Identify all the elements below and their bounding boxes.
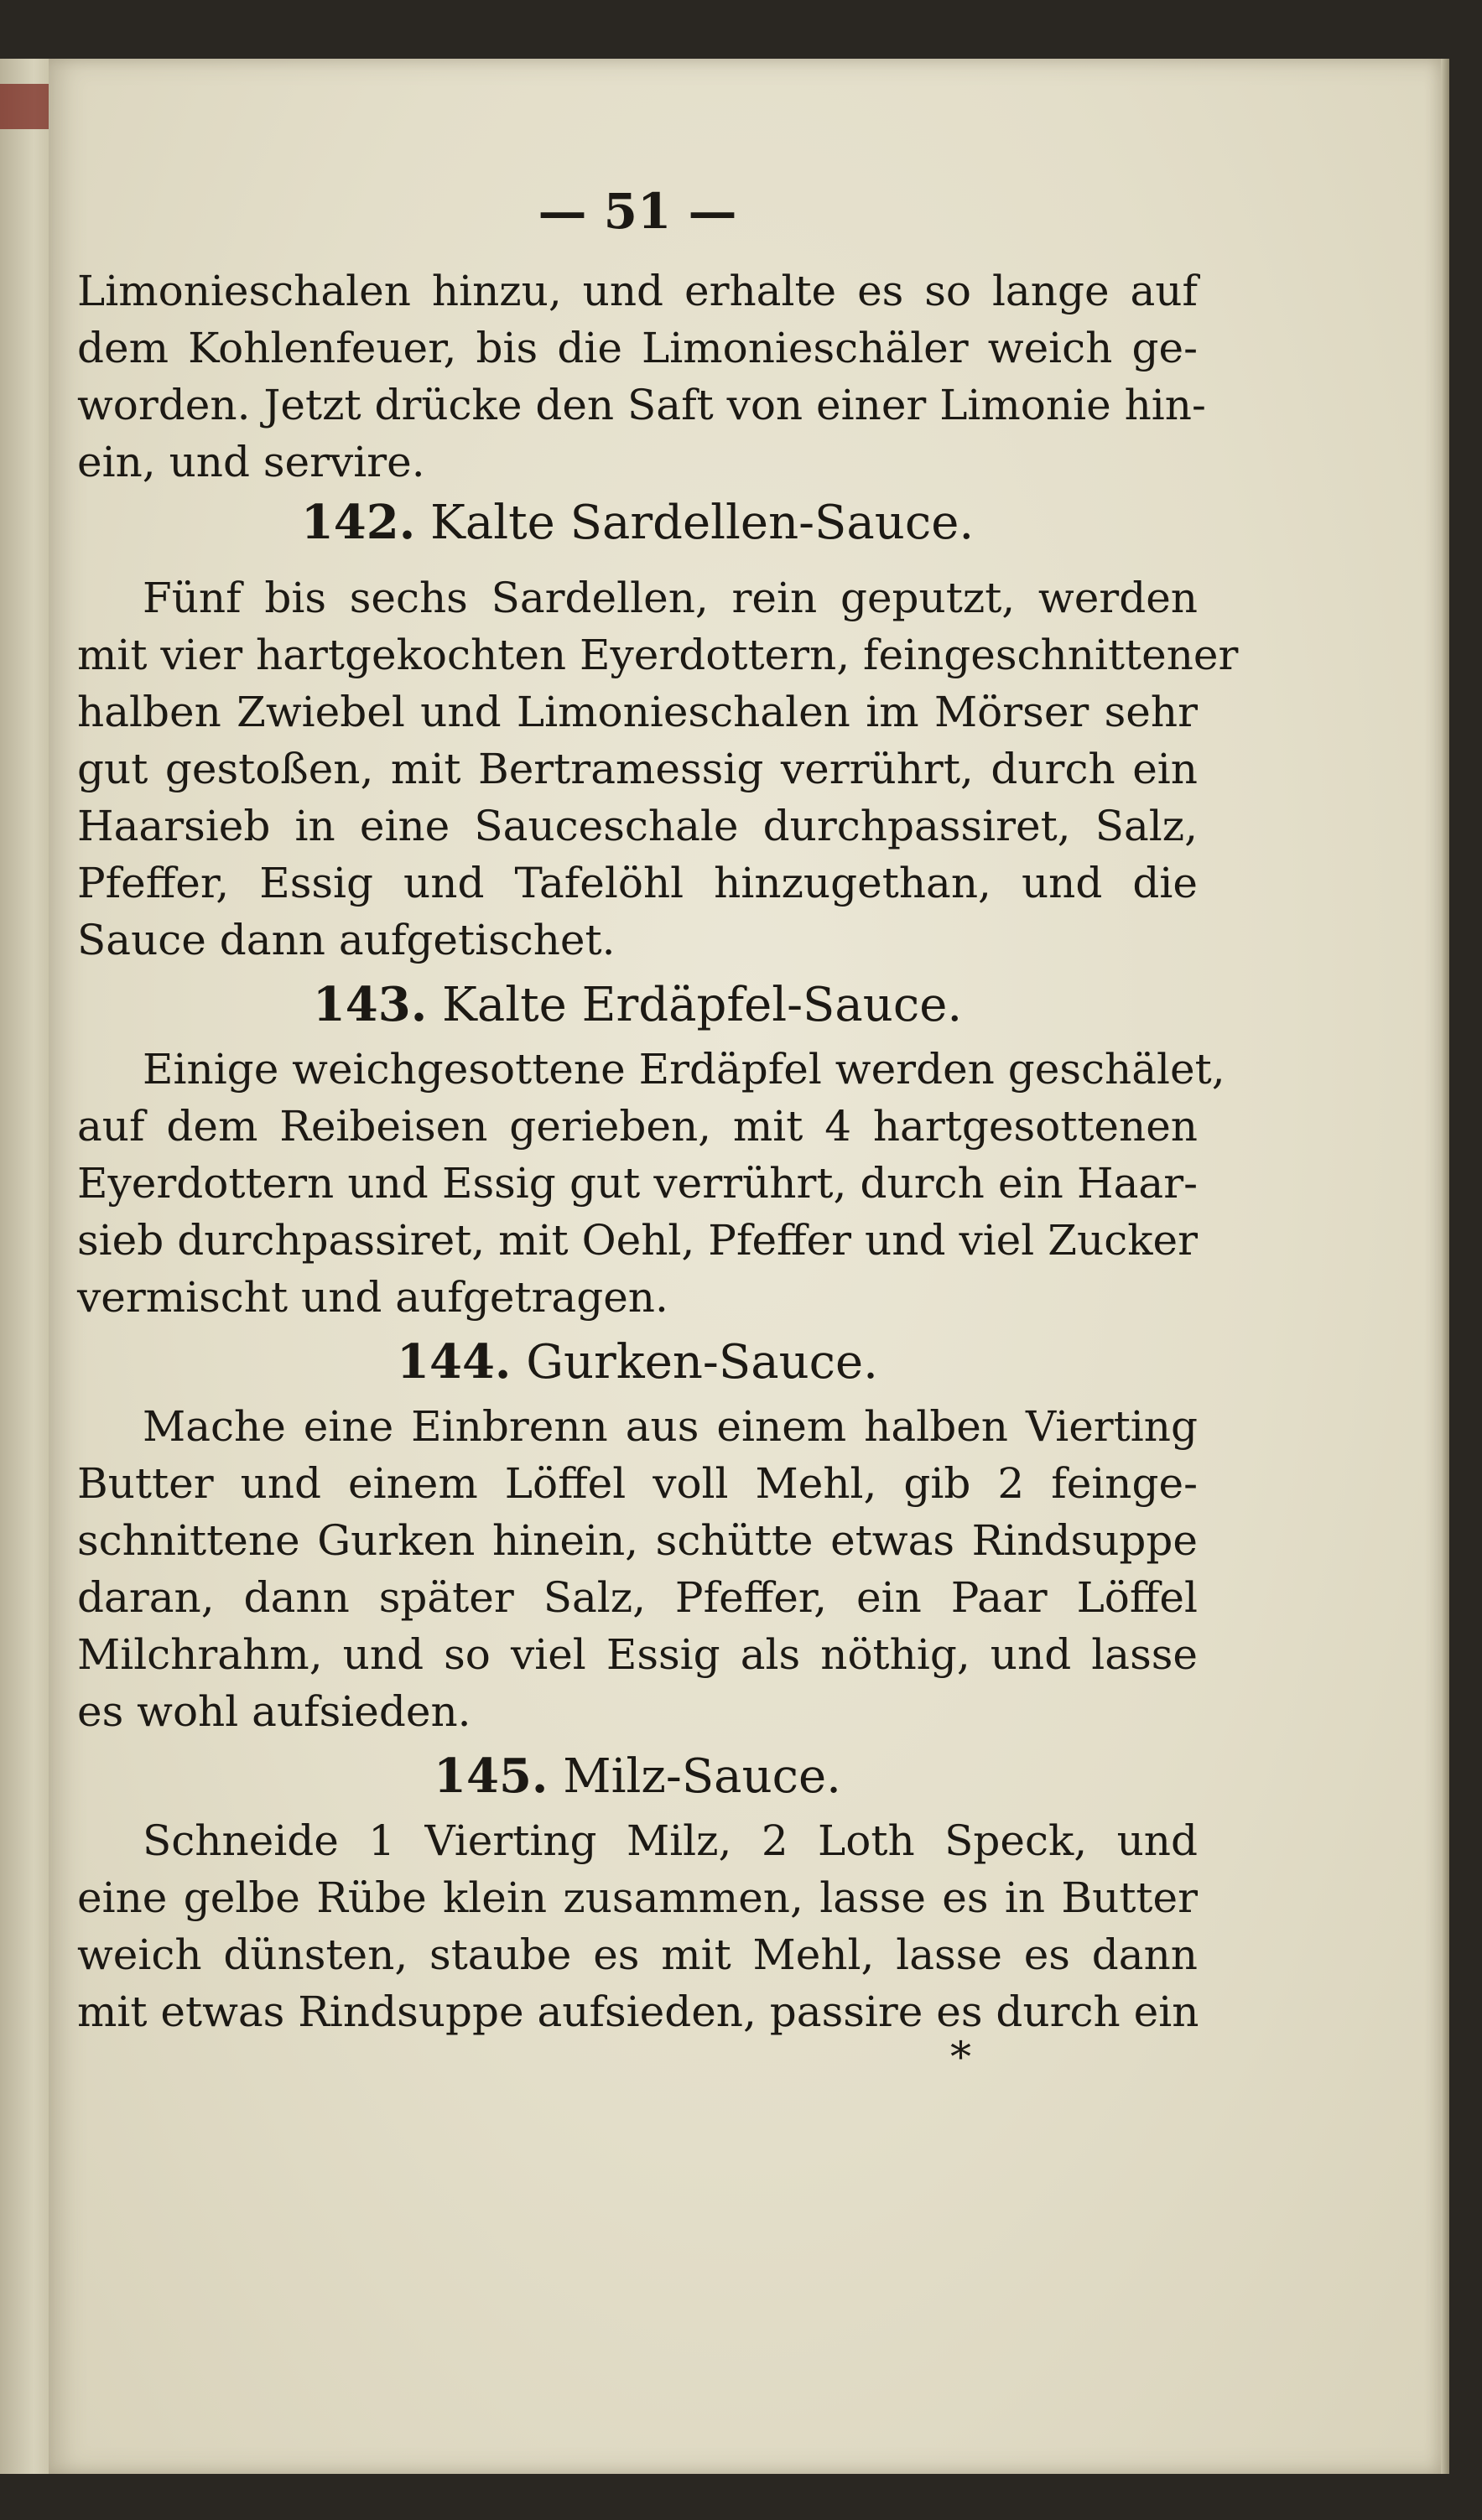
text-line: schnittene Gurken hinein, schütte etwas Rindsuppe — [77, 1516, 1198, 1565]
text-line: dem Kohlenfeuer, bis die Limonieschäler weich ge- — [77, 324, 1198, 372]
left-page-edge — [0, 59, 50, 2474]
text-line: Butter und einem Löffel voll Mehl, gib 2 feinge- — [77, 1459, 1198, 1508]
text-line: gut gestoßen, mit Bertramessig verrührt, durch ein — [77, 745, 1198, 793]
text-line: es wohl aufsieden. — [77, 1687, 471, 1736]
text-line: worden. Jetzt drücke den Saft von einer Limonie hin- — [77, 381, 1206, 429]
recipe-title: Gurken-Sauce. — [526, 1335, 878, 1390]
recipe-number: 144. — [397, 1334, 512, 1390]
text-line: ein, und servire. — [77, 438, 425, 486]
signature-mark: * — [950, 2033, 971, 2081]
text-line: auf dem Reibeisen gerieben, mit 4 hartgesottenen — [77, 1102, 1198, 1151]
text-line: Haarsieb in eine Sauceschale durchpassiret, Salz, — [77, 802, 1198, 850]
left-page-binding-mark — [0, 84, 49, 129]
text-line: daran, dann später Salz, Pfeffer, ein Paar Löffel — [77, 1573, 1198, 1622]
recipe-body-145 — [77, 1812, 1198, 2040]
page-number: — 51 — — [538, 183, 737, 240]
text-line: Eyerdottern und Essig gut verrührt, durch ein Haar- — [77, 1159, 1198, 1208]
recipe-number: 142. — [300, 495, 416, 550]
recipe-body-142 — [77, 569, 1239, 969]
recipe-number: 145. — [434, 1748, 549, 1804]
recipe-heading-145 — [77, 1740, 1198, 1812]
text-line: vermischt und aufgetragen. — [77, 1273, 668, 1322]
text-line: halben Zwiebel und Limonieschalen im Mörser sehr — [77, 688, 1198, 736]
text-line: Limonieschalen hinzu, und erhalte es so lange auf — [77, 267, 1198, 315]
recipe-number: 143. — [312, 977, 428, 1032]
recipe-title: Milz-Sauce. — [563, 1749, 841, 1804]
text-line: Sauce dann aufgetischet. — [77, 916, 616, 964]
recipe-title: Kalte Sardellen-Sauce. — [430, 496, 975, 550]
text-line: mit vier hartgekochten Eyerdottern, feingeschnittener — [77, 631, 1239, 679]
text-line: Pfeffer, Essig und Tafelöhl hinzugethan, und die — [77, 859, 1198, 907]
recipe-heading-142 — [77, 491, 1198, 554]
text-line: weich dünsten, staube es mit Mehl, lasse es dann — [77, 1930, 1198, 1979]
recipe-heading-144 — [77, 1326, 1198, 1398]
recipe-title: Kalte Erdäpfel-Sauce. — [442, 978, 963, 1032]
recipe-body-143 — [77, 1041, 1225, 1326]
text-line: eine gelbe Rübe klein zusammen, lasse es in Butter — [77, 1873, 1198, 1922]
text-line: sieb durchpassiret, mit Oehl, Pfeffer und viel Zucker — [77, 1216, 1198, 1265]
text-line: Einige weichgesottene Erdäpfel werden geschälet, — [143, 1045, 1225, 1094]
intro-paragraph — [77, 262, 1206, 491]
recipe-heading-143 — [77, 969, 1198, 1041]
text-line: Mache eine Einbrenn aus einem halben Vierting — [143, 1402, 1198, 1451]
text-line: mit etwas Rindsuppe aufsieden, passire es durch ein — [77, 1987, 1199, 2036]
recipe-body-144 — [77, 1398, 1198, 1740]
page-edge-shadow — [1441, 59, 1449, 2474]
page-text — [77, 180, 1239, 2081]
text-line: Milchrahm, und so viel Essig als nöthig, und lasse — [77, 1630, 1198, 1679]
text-line: Fünf bis sechs Sardellen, rein geputzt, werden — [143, 574, 1198, 622]
text-line: Schneide 1 Vierting Milz, 2 Loth Speck, und — [143, 1816, 1198, 1865]
